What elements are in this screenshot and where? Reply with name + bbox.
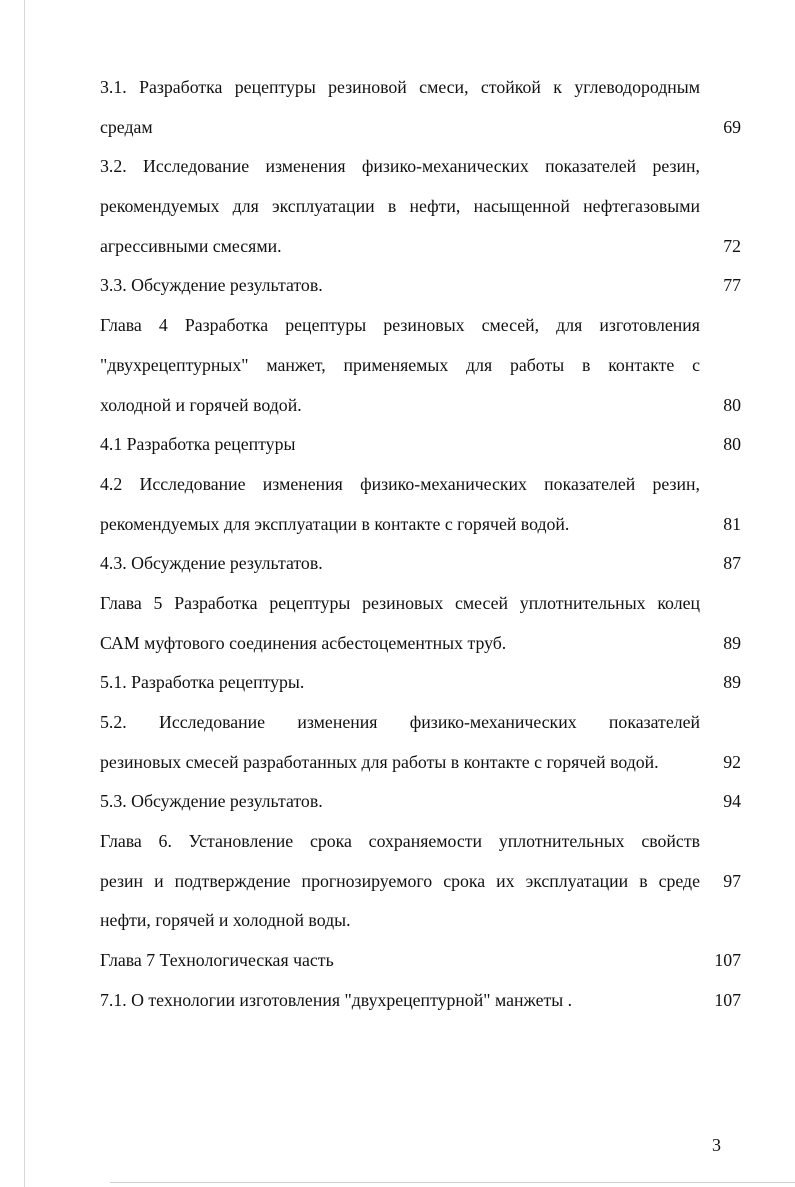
- toc-page-number: 72: [723, 235, 741, 256]
- toc-entry-line: [100, 941, 745, 981]
- toc-entry-line: [100, 584, 745, 624]
- toc-entry-text: 4.1 Разработка рецептуры: [100, 434, 296, 455]
- toc-entry-text: резиновых смесей разработанных для работы в контакте с горячей водой.: [100, 751, 659, 772]
- scan-edge-bottom: [110, 1182, 795, 1183]
- toc-page-number: 81: [723, 513, 741, 534]
- toc-entry-line: [100, 505, 745, 545]
- toc-page-number: 94: [723, 791, 741, 812]
- toc-page-number: 92: [723, 751, 741, 772]
- toc-entry-line: [100, 901, 745, 941]
- toc-entry-text: агрессивными смесями.: [100, 235, 282, 256]
- toc-entry-line: [100, 346, 745, 386]
- toc-entry-line: [100, 227, 745, 267]
- toc-entry-line: [100, 782, 745, 822]
- toc-entry-text: Глава 6. Установление срока сохраняемости уплотнительных свойств: [100, 831, 700, 852]
- toc-entry-text: "двухрецептурных" манжет, применяемых для работы в контакте с: [100, 354, 700, 375]
- toc-entry-text: рекомендуемых для эксплуатации в нефти, насыщенной нефтегазовыми: [100, 196, 700, 217]
- toc-page-number: 107: [714, 950, 741, 971]
- toc-entry-text: 3.2. Исследование изменения физико-механических показателей резин,: [100, 156, 700, 177]
- toc-entry-line: [100, 108, 745, 148]
- toc-entry-line: [100, 663, 745, 703]
- toc-entry-line: [100, 306, 745, 346]
- toc-entry-text: средам: [100, 116, 153, 137]
- toc-page-number: 89: [723, 672, 741, 693]
- toc-entry-line: [100, 703, 745, 743]
- toc-entry-line: [100, 266, 745, 306]
- toc-entry-text: 4.2 Исследование изменения физико-механических показателей резин,: [100, 473, 700, 494]
- toc-entry-line: [100, 68, 745, 108]
- scan-edge-left: [24, 0, 25, 1187]
- toc-entry-text: нефти, горячей и холодной воды.: [100, 910, 351, 931]
- toc-entry-text: Глава 7 Технологическая часть: [100, 950, 334, 971]
- toc-entry-line: [100, 386, 745, 426]
- toc-entry-text: 3.1. Разработка рецептуры резиновой смеси, стойкой к углеводородным: [100, 77, 700, 97]
- toc-page-number: 80: [723, 394, 741, 415]
- toc-entry-line: [100, 862, 745, 902]
- toc-entry-text: рекомендуемых для эксплуатации в контакте с горячей водой.: [100, 513, 570, 534]
- toc-entry-text: 7.1. О технологии изготовления "двухрецептурной" манжеты .: [100, 989, 573, 1010]
- toc-entry-line: [100, 822, 745, 862]
- toc-entry-line: [100, 981, 745, 1021]
- toc-entry-text: Глава 4 Разработка рецептуры резиновых смесей, для изготовления: [100, 315, 700, 336]
- toc-entry-line: [100, 465, 745, 505]
- toc-entry-line: [100, 425, 745, 465]
- toc-entry-text: холодной и горячей водой.: [100, 394, 302, 415]
- toc-entry-line: [100, 743, 745, 783]
- toc-page-number: 107: [714, 989, 741, 1010]
- toc-entry-text: 3.3. Обсуждение результатов.: [100, 275, 323, 296]
- toc-entry-text: 5.2. Исследование изменения физико-механических показателей: [100, 712, 700, 732]
- toc-page-number: 77: [723, 275, 741, 296]
- toc-entry-line: [100, 544, 745, 584]
- toc-page-number: 87: [723, 553, 741, 574]
- toc-entry-text: Глава 5 Разработка рецептуры резиновых смесей уплотнительных колец: [100, 592, 700, 613]
- toc-entry-text: 4.3. Обсуждение результатов.: [100, 553, 323, 574]
- table-of-contents: [100, 68, 745, 1021]
- toc-entry-line: [100, 187, 745, 227]
- toc-entry-text: 5.3. Обсуждение результатов.: [100, 791, 323, 812]
- toc-page-number: 89: [723, 632, 741, 653]
- toc-entry-text: 5.1. Разработка рецептуры.: [100, 672, 305, 693]
- toc-entry-line: [100, 147, 745, 187]
- toc-entry-line: [100, 624, 745, 664]
- toc-page-number: 69: [723, 116, 741, 137]
- toc-entry-text: резин и подтверждение прогнозируемого срока их эксплуатации в среде: [100, 870, 700, 891]
- page-number: 3: [712, 1135, 721, 1155]
- toc-page-number: 97: [723, 870, 741, 891]
- toc-entry-text: САМ муфтового соединения асбестоцементных труб.: [100, 632, 507, 653]
- toc-page-number: 80: [723, 434, 741, 455]
